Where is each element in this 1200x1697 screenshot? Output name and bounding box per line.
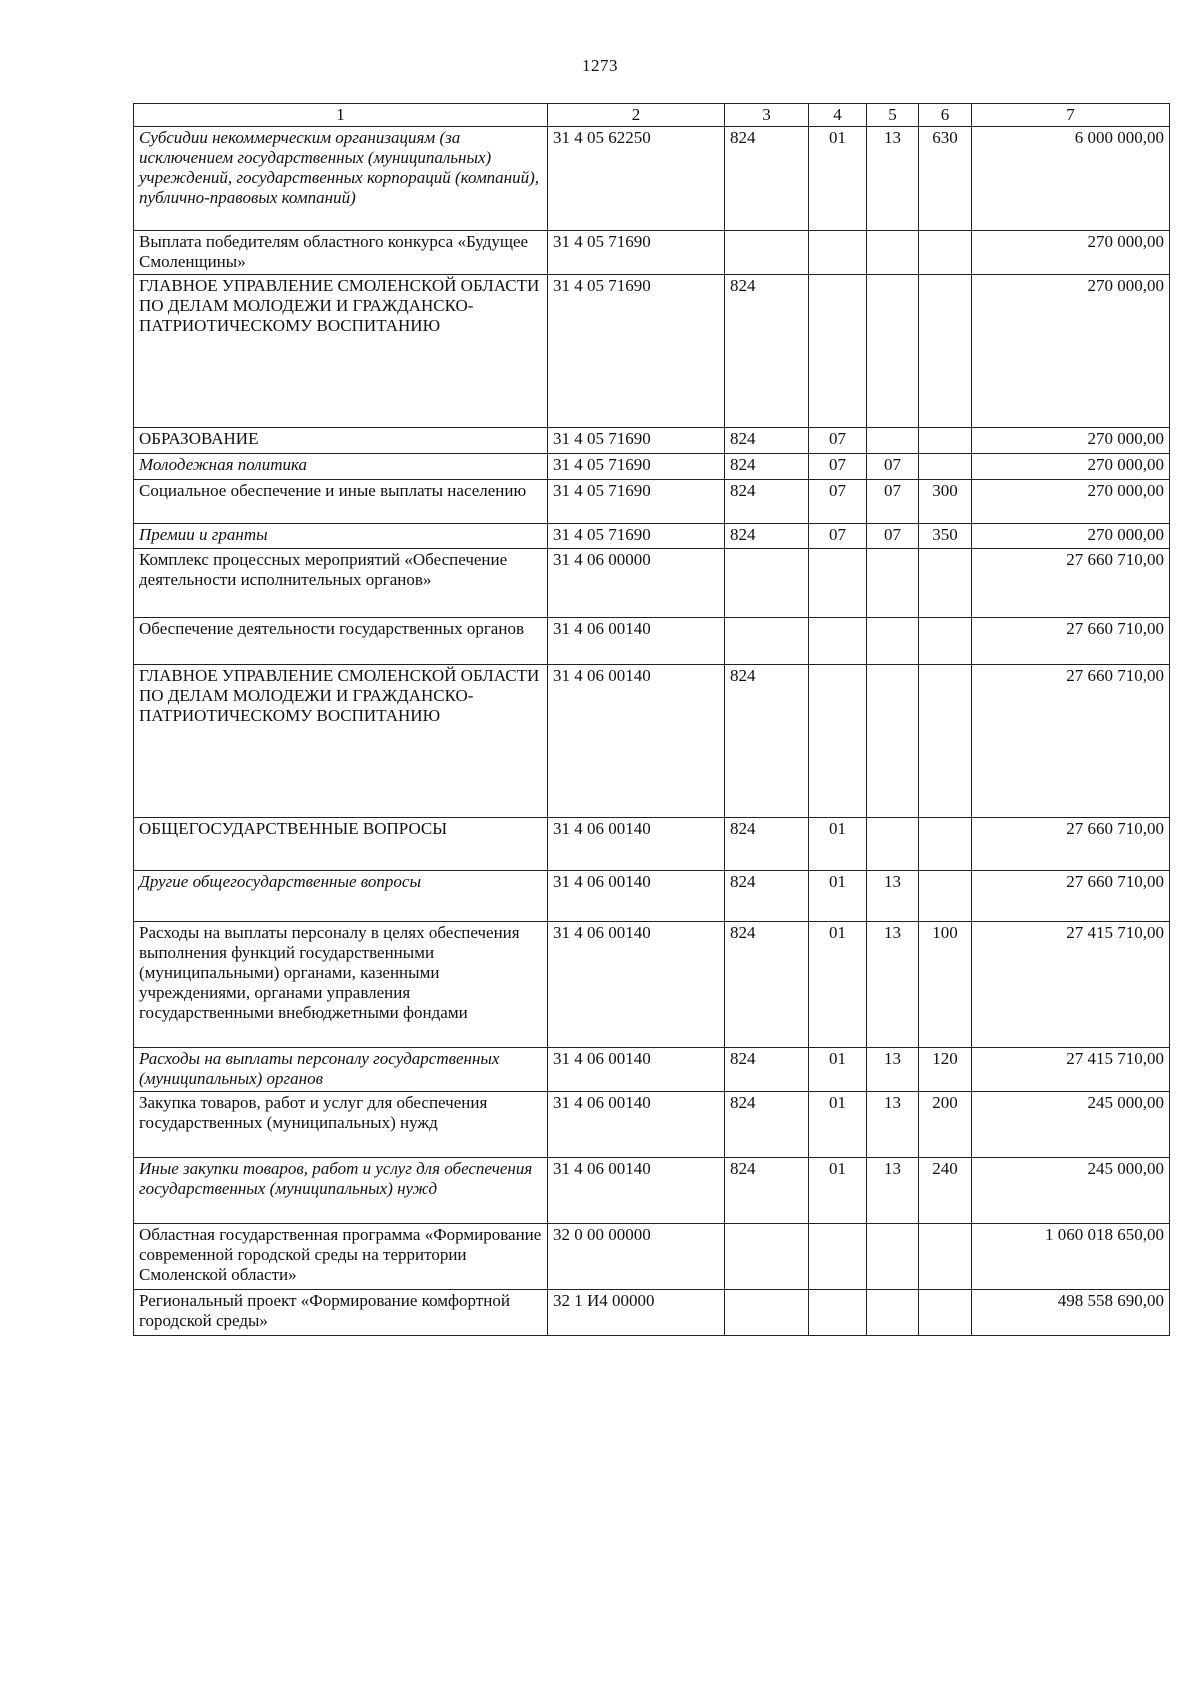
row-expense-type-code: 240: [919, 1158, 972, 1224]
table-row: [134, 549, 1170, 618]
row-csr-code: 31 4 05 71690: [548, 231, 725, 275]
row-subsection-code: 13: [867, 871, 919, 922]
row-csr-code: 31 4 05 71690: [548, 428, 725, 454]
row-amount: 6 000 000,00: [972, 127, 1170, 231]
row-grbs-code: [725, 1224, 809, 1290]
row-amount: 270 000,00: [972, 454, 1170, 480]
row-grbs-code: [725, 618, 809, 665]
table-row: [134, 871, 1170, 922]
row-section-code: [809, 1290, 867, 1336]
header-col-3: 3: [725, 104, 809, 127]
table-row: [134, 275, 1170, 428]
row-amount: 27 415 710,00: [972, 1048, 1170, 1092]
row-subsection-code: 13: [867, 1158, 919, 1224]
row-section-code: [809, 618, 867, 665]
row-section-code: 01: [809, 818, 867, 871]
row-expense-type-code: [919, 871, 972, 922]
row-expense-type-code: 100: [919, 922, 972, 1048]
header-col-2: 2: [548, 104, 725, 127]
row-grbs-code: 824: [725, 275, 809, 428]
row-expense-type-code: [919, 428, 972, 454]
row-amount: 27 660 710,00: [972, 549, 1170, 618]
row-csr-code: 31 4 05 71690: [548, 275, 725, 428]
row-subsection-code: [867, 818, 919, 871]
row-name: Выплата победителям областного конкурса «Будущее Смоленщины»: [134, 231, 548, 275]
table-row: [134, 1158, 1170, 1224]
row-grbs-code: 824: [725, 1092, 809, 1158]
row-amount: 27 660 710,00: [972, 818, 1170, 871]
row-csr-code: 31 4 06 00140: [548, 818, 725, 871]
row-expense-type-code: 120: [919, 1048, 972, 1092]
table-header-row: [134, 104, 1170, 127]
row-section-code: 07: [809, 454, 867, 480]
row-csr-code: 31 4 06 00140: [548, 665, 725, 818]
row-section-code: 01: [809, 871, 867, 922]
row-amount: 27 660 710,00: [972, 665, 1170, 818]
row-subsection-code: [867, 428, 919, 454]
row-name: Областная государственная программа «Формирование современной городской среды на территории Смоленской области»: [134, 1224, 548, 1290]
row-subsection-code: [867, 549, 919, 618]
row-section-code: 01: [809, 1158, 867, 1224]
row-name: ОБЩЕГОСУДАРСТВЕННЫЕ ВОПРОСЫ: [134, 818, 548, 871]
row-section-code: 01: [809, 922, 867, 1048]
row-name: ГЛАВНОЕ УПРАВЛЕНИЕ СМОЛЕНСКОЙ ОБЛАСТИ ПО ДЕЛАМ МОЛОДЕЖИ И ГРАЖДАНСКО-ПАТРИОТИЧЕСКОМУ ВОСПИТАНИЮ: [134, 665, 548, 818]
row-section-code: 07: [809, 480, 867, 524]
row-csr-code: 31 4 05 71690: [548, 524, 725, 549]
row-csr-code: 31 4 06 00140: [548, 1048, 725, 1092]
table-row: [134, 454, 1170, 480]
row-name: Обеспечение деятельности государственных органов: [134, 618, 548, 665]
row-expense-type-code: [919, 549, 972, 618]
table-row: [134, 127, 1170, 231]
row-section-code: 07: [809, 524, 867, 549]
row-amount: 27 660 710,00: [972, 618, 1170, 665]
row-amount: 1 060 018 650,00: [972, 1224, 1170, 1290]
row-amount: 270 000,00: [972, 275, 1170, 428]
row-section-code: 01: [809, 1092, 867, 1158]
row-amount: 270 000,00: [972, 231, 1170, 275]
header-col-1: 1: [134, 104, 548, 127]
budget-table-body: [134, 127, 1170, 1336]
row-expense-type-code: [919, 1224, 972, 1290]
table-row: [134, 1092, 1170, 1158]
row-expense-type-code: [919, 665, 972, 818]
row-section-code: [809, 275, 867, 428]
row-amount: 245 000,00: [972, 1092, 1170, 1158]
row-subsection-code: [867, 1290, 919, 1336]
row-csr-code: 31 4 06 00140: [548, 1092, 725, 1158]
row-csr-code: 31 4 06 00140: [548, 871, 725, 922]
row-grbs-code: 824: [725, 665, 809, 818]
header-col-6: 6: [919, 104, 972, 127]
row-name: Социальное обеспечение и иные выплаты населению: [134, 480, 548, 524]
row-amount: 27 660 710,00: [972, 871, 1170, 922]
row-grbs-code: [725, 1290, 809, 1336]
row-name: Расходы на выплаты персоналу в целях обеспечения выполнения функций государственными (муниципальными) органами, казенными учреждениями, органами управления государственными внебюджетными фондами: [134, 922, 548, 1048]
row-grbs-code: 824: [725, 524, 809, 549]
table-row: [134, 665, 1170, 818]
row-csr-code: 31 4 06 00140: [548, 1158, 725, 1224]
table-row: [134, 1290, 1170, 1336]
row-amount: 270 000,00: [972, 524, 1170, 549]
row-subsection-code: [867, 1224, 919, 1290]
row-expense-type-code: 630: [919, 127, 972, 231]
row-expense-type-code: 200: [919, 1092, 972, 1158]
row-grbs-code: 824: [725, 1158, 809, 1224]
row-name: Закупка товаров, работ и услуг для обеспечения государственных (муниципальных) нужд: [134, 1092, 548, 1158]
row-expense-type-code: 350: [919, 524, 972, 549]
row-name: ОБРАЗОВАНИЕ: [134, 428, 548, 454]
row-grbs-code: 824: [725, 922, 809, 1048]
row-grbs-code: 824: [725, 871, 809, 922]
row-section-code: [809, 549, 867, 618]
header-col-4: 4: [809, 104, 867, 127]
row-expense-type-code: [919, 275, 972, 428]
table-row: [134, 231, 1170, 275]
row-subsection-code: 13: [867, 1092, 919, 1158]
row-subsection-code: 07: [867, 454, 919, 480]
row-expense-type-code: [919, 231, 972, 275]
row-name: Расходы на выплаты персоналу государственных (муниципальных) органов: [134, 1048, 548, 1092]
row-name: Иные закупки товаров, работ и услуг для обеспечения государственных (муниципальных) нужд: [134, 1158, 548, 1224]
row-name: Другие общегосударственные вопросы: [134, 871, 548, 922]
row-csr-code: 31 4 05 71690: [548, 480, 725, 524]
row-csr-code: 31 4 06 00140: [548, 922, 725, 1048]
row-expense-type-code: [919, 818, 972, 871]
row-amount: 270 000,00: [972, 428, 1170, 454]
row-section-code: 01: [809, 127, 867, 231]
row-expense-type-code: [919, 454, 972, 480]
table-row: [134, 922, 1170, 1048]
row-amount: 27 415 710,00: [972, 922, 1170, 1048]
row-name: Комплекс процессных мероприятий «Обеспечение деятельности исполнительных органов»: [134, 549, 548, 618]
table-row: [134, 428, 1170, 454]
row-subsection-code: [867, 618, 919, 665]
table-row: [134, 524, 1170, 549]
row-expense-type-code: 300: [919, 480, 972, 524]
row-csr-code: 31 4 06 00000: [548, 549, 725, 618]
row-grbs-code: 824: [725, 428, 809, 454]
row-name: Региональный проект «Формирование комфортной городской среды»: [134, 1290, 548, 1336]
row-subsection-code: [867, 231, 919, 275]
row-section-code: 01: [809, 1048, 867, 1092]
row-subsection-code: 13: [867, 127, 919, 231]
row-amount: 498 558 690,00: [972, 1290, 1170, 1336]
page-number: 1273: [582, 56, 618, 75]
row-grbs-code: 824: [725, 1048, 809, 1092]
row-name: Молодежная политика: [134, 454, 548, 480]
row-section-code: 07: [809, 428, 867, 454]
row-subsection-code: [867, 665, 919, 818]
row-grbs-code: 824: [725, 480, 809, 524]
row-csr-code: 31 4 05 71690: [548, 454, 725, 480]
row-amount: 270 000,00: [972, 480, 1170, 524]
row-amount: 245 000,00: [972, 1158, 1170, 1224]
row-subsection-code: 13: [867, 922, 919, 1048]
table-row: [134, 818, 1170, 871]
row-expense-type-code: [919, 618, 972, 665]
row-name: Премии и гранты: [134, 524, 548, 549]
budget-table: [133, 103, 1170, 1336]
row-expense-type-code: [919, 1290, 972, 1336]
table-row: [134, 1224, 1170, 1290]
header-col-5: 5: [867, 104, 919, 127]
table-row: [134, 1048, 1170, 1092]
row-section-code: [809, 1224, 867, 1290]
row-subsection-code: 07: [867, 480, 919, 524]
row-grbs-code: 824: [725, 454, 809, 480]
row-grbs-code: 824: [725, 127, 809, 231]
row-grbs-code: 824: [725, 818, 809, 871]
row-subsection-code: 07: [867, 524, 919, 549]
row-section-code: [809, 231, 867, 275]
row-grbs-code: [725, 549, 809, 618]
table-row: [134, 480, 1170, 524]
row-csr-code: 31 4 06 00140: [548, 618, 725, 665]
row-grbs-code: [725, 231, 809, 275]
row-subsection-code: 13: [867, 1048, 919, 1092]
row-subsection-code: [867, 275, 919, 428]
row-section-code: [809, 665, 867, 818]
row-name: ГЛАВНОЕ УПРАВЛЕНИЕ СМОЛЕНСКОЙ ОБЛАСТИ ПО ДЕЛАМ МОЛОДЕЖИ И ГРАЖДАНСКО-ПАТРИОТИЧЕСКОМУ ВОСПИТАНИЮ: [134, 275, 548, 428]
row-name: Субсидии некоммерческим организациям (за исключением государственных (муниципальных) учреждений, государственных корпораций (компаний), публично-правовых компаний): [134, 127, 548, 231]
row-csr-code: 32 1 И4 00000: [548, 1290, 725, 1336]
header-col-7: 7: [972, 104, 1170, 127]
row-csr-code: 31 4 05 62250: [548, 127, 725, 231]
row-csr-code: 32 0 00 00000: [548, 1224, 725, 1290]
table-row: [134, 618, 1170, 665]
